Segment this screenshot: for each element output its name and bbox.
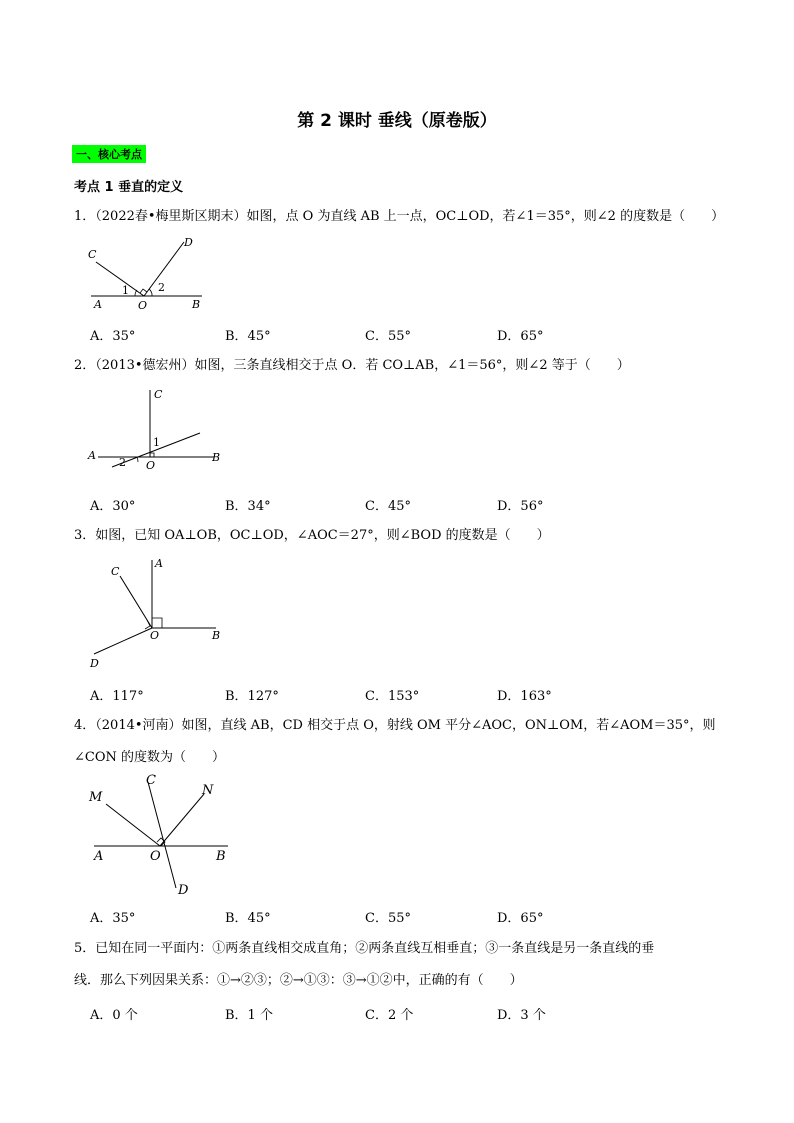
q3-option-b: B．127° xyxy=(225,689,279,704)
q2-option-b: B．34° xyxy=(225,499,271,514)
q4-label-c: C xyxy=(146,773,156,788)
question-3-figure xyxy=(86,554,236,674)
q1-label-c: C xyxy=(88,248,97,261)
q1-label-d: D xyxy=(184,236,193,249)
q2-label-b: B xyxy=(212,451,221,464)
q2-label-1: 1 xyxy=(153,436,160,449)
question-4-figure xyxy=(86,772,246,902)
q4-label-d: D xyxy=(178,883,189,898)
kaodian-heading: 考点 1 垂直的定义 xyxy=(74,180,184,195)
q2-option-a: A．30° xyxy=(90,499,136,514)
q1-option-c: C．55° xyxy=(365,329,411,344)
q1-label-1: 1 xyxy=(122,284,129,297)
q3-label-d: D xyxy=(90,657,99,670)
question-2-figure xyxy=(86,384,236,474)
q2-option-d: D．56° xyxy=(497,499,544,514)
q2-option-c: C．45° xyxy=(365,499,411,514)
q3-option-c: C．153° xyxy=(365,689,420,704)
q1-label-o: O xyxy=(138,299,148,312)
question-4-text-line1: 4．（2014•河南）如图，直线 AB，CD 相交于点 O，射线 OM 平分∠AOC，ON⊥OM，若∠AOM＝35°，则 xyxy=(74,718,716,733)
question-4-text-line2: ∠CON 的度数为（ ） xyxy=(74,750,226,765)
q1-option-b: B．45° xyxy=(225,329,271,344)
q2-label-c: C xyxy=(154,388,163,401)
q4-label-m: M xyxy=(89,790,103,805)
q4-option-b: B．45° xyxy=(225,911,271,926)
question-3-text: 3．如图，已知 OA⊥OB，OC⊥OD，∠AOC＝27°，则∠BOD 的度数是（ ） xyxy=(74,528,550,543)
q4-option-a: A．35° xyxy=(90,911,136,926)
question-5-text-line1: 5．已知在同一平面内：①两条直线相交成直角；②两条直线互相垂直；③一条直线是另一条直线的垂 xyxy=(74,941,655,956)
q4-option-d: D．65° xyxy=(497,911,544,926)
q4-label-b: B xyxy=(216,849,226,864)
question-2-text: 2．（2013•德宏州）如图，三条直线相交于点 O．若 CO⊥AB，∠1＝56°，则∠2 等于（ ） xyxy=(74,358,630,373)
q1-label-b: B xyxy=(192,298,201,311)
q4-label-n: N xyxy=(202,783,214,798)
q5-option-b: B．1 个 xyxy=(225,1008,273,1023)
q1-option-a: A．35° xyxy=(90,329,136,344)
question-1-figure xyxy=(86,236,216,314)
q5-option-a: A．0 个 xyxy=(90,1008,138,1023)
q2-label-2: 2 xyxy=(119,456,126,469)
q5-option-d: D．3 个 xyxy=(497,1008,546,1023)
q3-option-a: A．117° xyxy=(90,689,144,704)
q1-label-a: A xyxy=(94,298,102,311)
q3-label-c: C xyxy=(111,565,120,578)
q5-option-c: C．2 个 xyxy=(365,1008,414,1023)
question-5-text-line2: 线．那么下列因果关系：①→②③；②→①③：③→①②中，正确的有（ ） xyxy=(74,973,523,988)
question-1-text: 1．（2022春•梅里斯区期末）如图，点 O 为直线 AB 上一点，OC⊥OD，若∠1＝35°，则∠2 的度数是（ ） xyxy=(74,209,725,224)
page-title: 第 2 课时 垂线（原卷版） xyxy=(297,111,497,131)
section-heading: 一、核心考点 xyxy=(72,145,146,163)
q3-label-o: O xyxy=(150,629,160,642)
q2-label-a: A xyxy=(88,449,96,462)
q3-label-a: A xyxy=(155,557,163,570)
q4-option-c: C．55° xyxy=(365,911,411,926)
q3-option-d: D．163° xyxy=(497,689,552,704)
q3-label-b: B xyxy=(212,629,221,642)
q4-label-o: O xyxy=(150,849,161,864)
q4-label-a: A xyxy=(94,849,104,864)
q1-label-2: 2 xyxy=(158,281,165,294)
q1-option-d: D．65° xyxy=(497,329,544,344)
q2-label-o: O xyxy=(146,459,156,472)
